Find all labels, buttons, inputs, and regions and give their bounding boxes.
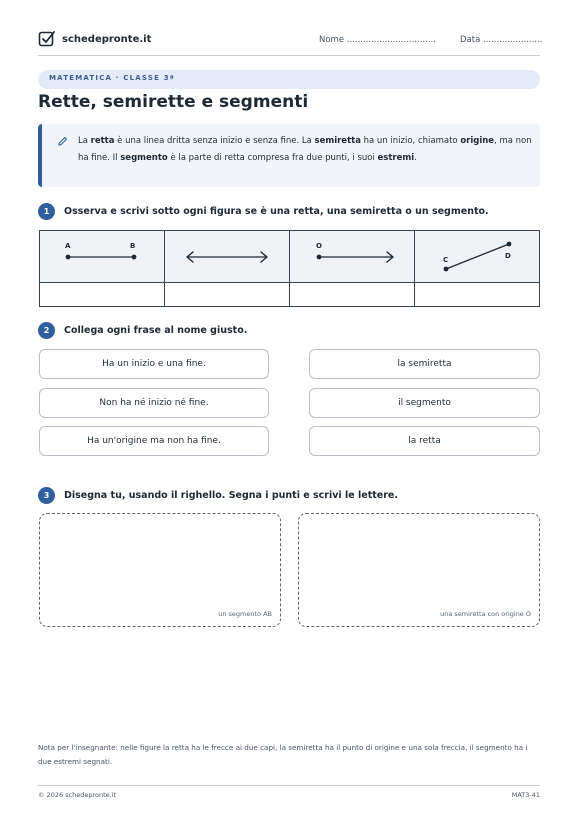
- question-3: [38, 487, 398, 504]
- label-a: A: [65, 242, 71, 250]
- figure-table: [39, 230, 540, 307]
- name-box[interactable]: la retta: [309, 426, 540, 456]
- checkbox-logo-icon: [38, 30, 56, 48]
- phrase-box[interactable]: Ha un'origine ma non ha fine.: [39, 426, 269, 456]
- point-a: [66, 255, 71, 260]
- page-header: [38, 30, 543, 56]
- teacher-note: Nota per l'insegnante: nelle figure la retta ha le frecce ai due capi, la semiretta ha il punto di origine e una sola freccia, il segmento ha i due estremi segnati.: [38, 743, 528, 766]
- figure-line: [165, 231, 289, 283]
- copyright: © 2026 schedepronte.it: [38, 791, 117, 799]
- drawing-area-label: un segmento AB: [218, 610, 272, 618]
- question-text: Osserva e scrivi sotto ogni figura se è una retta, una semiretta o un segmento.: [64, 206, 489, 217]
- question-1: [38, 203, 489, 220]
- answer-cell-3[interactable]: [290, 284, 414, 307]
- drawing-area-ray[interactable]: [298, 513, 540, 627]
- question-text: Collega ogni frase al nome giusto.: [64, 325, 248, 336]
- point-c: [444, 267, 449, 272]
- phrase-box[interactable]: Ha un inizio e una fine.: [39, 349, 269, 379]
- label-o: O: [316, 242, 322, 250]
- drawing-area-label: una semiretta con origine O: [440, 610, 531, 618]
- name-box[interactable]: la semiretta: [309, 349, 540, 379]
- point-d: [507, 242, 512, 247]
- page-title: Rette, semirette e segmenti: [38, 92, 309, 112]
- question-number-badge: 3: [38, 487, 55, 504]
- definition-text: La retta è una linea dritta senza inizio e senza fine. La semiretta ha un inizio, chiamato origine, ma non ha fine. Il segmento è la parte di retta compresa fra due punti, i suoi estremi.: [78, 136, 532, 163]
- label-b: B: [130, 242, 136, 250]
- point-o: [317, 255, 322, 260]
- label-d: D: [505, 252, 511, 260]
- point-b: [132, 255, 137, 260]
- answer-cell-1[interactable]: [40, 284, 164, 307]
- label-c: C: [443, 256, 449, 264]
- name-field[interactable]: Nome .................................: [319, 35, 436, 45]
- figure-segment-cd: [415, 231, 540, 283]
- definition-note: [38, 124, 540, 187]
- answer-cell-4[interactable]: [415, 284, 540, 307]
- question-number-badge: 2: [38, 322, 55, 339]
- subject-band: [38, 70, 540, 89]
- date-field[interactable]: Data ......................: [460, 35, 543, 45]
- figure-ray-o: [290, 231, 414, 283]
- question-number-badge: 1: [38, 203, 55, 220]
- site-logo: [38, 30, 151, 48]
- phrase-box[interactable]: Non ha né inizio né fine.: [39, 388, 269, 418]
- page-footer: [38, 785, 540, 799]
- site-name: schedepronte.it: [62, 33, 152, 45]
- worksheet-code: MAT3-41: [511, 791, 540, 799]
- name-box[interactable]: il segmento: [309, 388, 540, 418]
- subject-label: MATEMATICA · CLASSE 3ª: [49, 74, 175, 82]
- drawing-area-segment[interactable]: [39, 513, 281, 627]
- question-text: Disegna tu, usando il righello. Segna i punti e scrivi le lettere.: [64, 490, 398, 501]
- figure-segment-ab: [40, 231, 164, 283]
- question-2: [38, 322, 247, 339]
- answer-cell-2[interactable]: [165, 284, 289, 307]
- pencil-icon: [57, 136, 68, 147]
